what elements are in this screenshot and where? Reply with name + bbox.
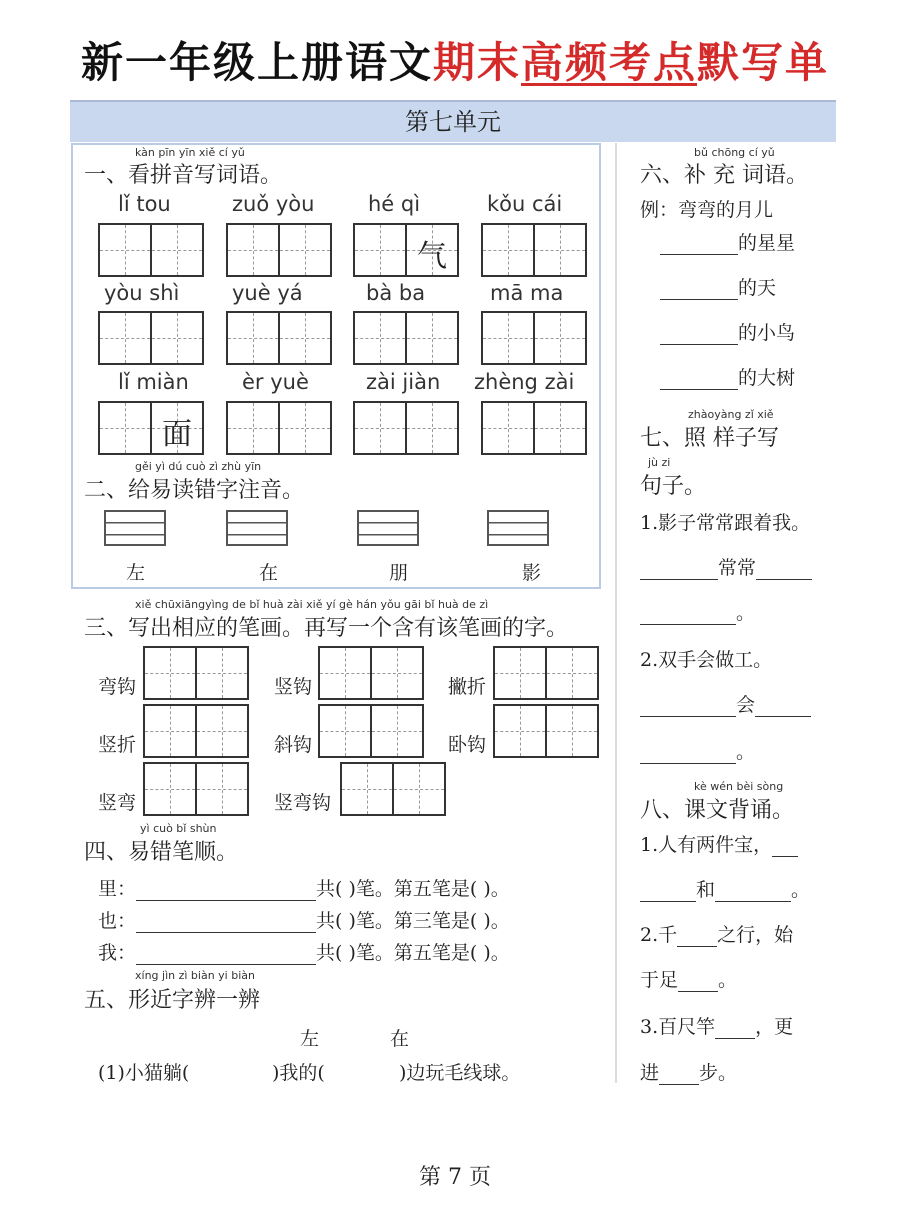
sentence-blank[interactable] xyxy=(640,559,718,580)
s6-item-1: 的天 xyxy=(660,273,776,300)
s3-answer-box[interactable] xyxy=(143,646,249,700)
s8-line-6: 进 步。 xyxy=(640,1062,738,1084)
s2-title: 二、给易读错字注音。 xyxy=(84,478,305,503)
s8-line-4: 于足 。 xyxy=(640,969,738,991)
s4-pinyin: yì cuò bǐ shùn xyxy=(140,822,217,835)
stroke-label: 卧钩 xyxy=(448,734,487,756)
s4-row-0: 里： 共( )笔。第五笔是( )。 xyxy=(98,878,510,900)
s7-q2-line: 会 xyxy=(640,690,811,717)
s6-example: 例：弯弯的月儿 xyxy=(640,199,774,221)
s6-item-2: 的小鸟 xyxy=(660,318,795,345)
s1-pinyin-10: èr yuè xyxy=(242,370,309,394)
s8-title: 八、课文背诵。 xyxy=(640,798,795,823)
prefilled-char: 面 xyxy=(162,417,192,452)
s1-answer-box[interactable] xyxy=(353,311,459,365)
s8-pinyin: kè wén bèi sòng xyxy=(694,780,784,793)
pinyin-writing-lines[interactable] xyxy=(226,510,288,546)
stroke-label: 竖折 xyxy=(98,734,137,756)
s1-pinyin-6: yuè yá xyxy=(232,281,303,305)
s7-title-2: 句子。 xyxy=(640,474,707,499)
s7-pinyin-2: jù zi xyxy=(648,456,671,469)
s1-answer-box[interactable] xyxy=(481,311,587,365)
unit-title: 第七单元 xyxy=(405,108,501,136)
pinyin-writing-lines[interactable] xyxy=(104,510,166,546)
recite-blank[interactable] xyxy=(715,1018,755,1039)
s3-answer-box[interactable] xyxy=(493,704,599,758)
s5-sentence-part-c: )边玩毛线球。 xyxy=(399,1062,521,1084)
s1-answer-box[interactable] xyxy=(226,311,332,365)
recite-blank[interactable] xyxy=(640,881,696,902)
word-blank[interactable] xyxy=(660,279,738,300)
s6-pinyin: bǔ chōng cí yǔ xyxy=(694,146,775,159)
s1-title: 一、看拼音写词语。 xyxy=(84,163,283,188)
s3-title: 三、写出相应的笔画。再写一个含有该笔画的字。 xyxy=(84,616,569,641)
s8-line-1: 1.人有两件宝， xyxy=(640,830,798,857)
s1-pinyin-5: yòu shì xyxy=(104,281,180,305)
s6-title: 六、补 充 词语。 xyxy=(640,163,808,188)
column-divider xyxy=(615,143,617,1083)
page-number: 第 7 页 xyxy=(419,1165,491,1190)
stroke-label: 斜钩 xyxy=(274,734,313,756)
s8-line-3: 2.千 之行，始 xyxy=(640,924,794,946)
s5-title: 五、形近字辨一辨 xyxy=(84,988,261,1013)
stroke-count-blank[interactable] xyxy=(136,880,316,901)
s7-title-1: 七、照 样子写 xyxy=(640,426,779,451)
s2-pinyin: gěi yì dú cuò zì zhù yīn xyxy=(135,460,262,473)
stroke-label: 弯钩 xyxy=(98,676,137,698)
s7-q2-line2: 。 xyxy=(640,737,755,764)
s5-char-a: 左 xyxy=(300,1028,320,1050)
s3-answer-box[interactable] xyxy=(493,646,599,700)
s1-pinyin-11: zài jiàn xyxy=(366,370,441,394)
s3-answer-box[interactable] xyxy=(340,762,446,816)
s1-answer-box[interactable] xyxy=(353,401,459,455)
s1-pinyin-7: bà ba xyxy=(366,281,426,305)
s1-answer-box[interactable] xyxy=(481,223,587,277)
sentence-blank[interactable] xyxy=(756,559,812,580)
s1-pinyin-1: lǐ tou xyxy=(118,192,171,216)
s3-pinyin: xiě chūxiāngyìng de bǐ huà zài xiě yí gè hán yǒu gāi bǐ huà de zì xyxy=(135,598,489,611)
stroke-count-blank[interactable] xyxy=(136,912,316,933)
s7-q2: 2.双手会做工。 xyxy=(640,649,773,671)
s1-pinyin-12: zhèng zài xyxy=(474,370,575,394)
stroke-label: 竖弯钩 xyxy=(274,792,332,814)
s1-pinyin-2: zuǒ yòu xyxy=(232,192,315,216)
word-blank[interactable] xyxy=(660,234,738,255)
sentence-blank[interactable] xyxy=(640,604,736,625)
s3-answer-box[interactable] xyxy=(318,704,424,758)
recite-blank[interactable] xyxy=(659,1064,699,1085)
recite-blank[interactable] xyxy=(715,881,791,902)
recite-blank[interactable] xyxy=(677,926,717,947)
s5-sentence-part-b: )我的( xyxy=(272,1062,325,1084)
prefilled-char: 气 xyxy=(417,239,447,274)
s5-sentence-part-a: (1)小猫躺( xyxy=(98,1062,190,1084)
s4-row-2: 我： 共( )笔。第五笔是( )。 xyxy=(98,942,510,964)
recite-blank[interactable] xyxy=(678,971,718,992)
s1-answer-box[interactable] xyxy=(481,401,587,455)
s4-row-1: 也： 共( )笔。第三笔是( )。 xyxy=(98,910,510,932)
s1-pinyin-4: kǒu cái xyxy=(487,192,563,216)
s1-answer-box[interactable] xyxy=(226,223,332,277)
sentence-blank[interactable] xyxy=(755,696,811,717)
s2-char: 在 xyxy=(259,562,279,584)
page-title: 新一年级上册语文期末高频考点默写单 xyxy=(80,38,830,87)
s7-pinyin-1: zhàoyàng zǐ xiě xyxy=(688,408,774,421)
s1-pinyin-3: hé qì xyxy=(368,192,421,216)
s2-char: 左 xyxy=(126,562,146,584)
pinyin-writing-lines[interactable] xyxy=(487,510,549,546)
s7-q1-line2: 。 xyxy=(640,598,755,625)
s2-char: 影 xyxy=(522,562,542,584)
stroke-count-blank[interactable] xyxy=(136,944,316,965)
stroke-label: 竖钩 xyxy=(274,676,313,698)
s1-answer-box[interactable] xyxy=(226,401,332,455)
s5-pinyin: xíng jìn zì biàn yi biàn xyxy=(135,969,255,982)
s2-char: 朋 xyxy=(389,562,409,584)
s7-q1: 1.影子常常跟着我。 xyxy=(640,512,811,534)
s6-item-3: 的大树 xyxy=(660,363,795,390)
s3-answer-box[interactable] xyxy=(143,704,249,758)
stroke-label: 竖弯 xyxy=(98,792,137,814)
s4-title: 四、易错笔顺。 xyxy=(84,840,239,865)
s1-pinyin-8: mā ma xyxy=(490,281,564,305)
s5-char-b: 在 xyxy=(390,1028,410,1050)
sentence-blank[interactable] xyxy=(640,696,736,717)
sentence-blank[interactable] xyxy=(640,743,736,764)
unit-header-bar xyxy=(70,100,836,142)
s1-answer-box[interactable] xyxy=(98,401,204,455)
recite-blank[interactable] xyxy=(772,836,798,857)
s3-answer-box[interactable] xyxy=(143,762,249,816)
word-blank[interactable] xyxy=(660,324,738,345)
s8-line-5: 3.百尺竿 ，更 xyxy=(640,1016,794,1038)
s1-answer-box[interactable] xyxy=(98,311,204,365)
s1-answer-box[interactable] xyxy=(353,223,459,277)
s1-pinyin-9: lǐ miàn xyxy=(118,370,189,394)
s1-answer-box[interactable] xyxy=(98,223,204,277)
s7-q1-line: 常常 xyxy=(640,553,812,580)
s8-line-2: 和 。 xyxy=(640,875,810,902)
s6-item-0: 的星星 xyxy=(660,228,795,255)
pinyin-writing-lines[interactable] xyxy=(357,510,419,546)
s1-pinyin: kàn pīn yīn xiě cí yǔ xyxy=(135,146,245,159)
s3-answer-box[interactable] xyxy=(318,646,424,700)
stroke-label: 撇折 xyxy=(448,676,487,698)
word-blank[interactable] xyxy=(660,369,738,390)
